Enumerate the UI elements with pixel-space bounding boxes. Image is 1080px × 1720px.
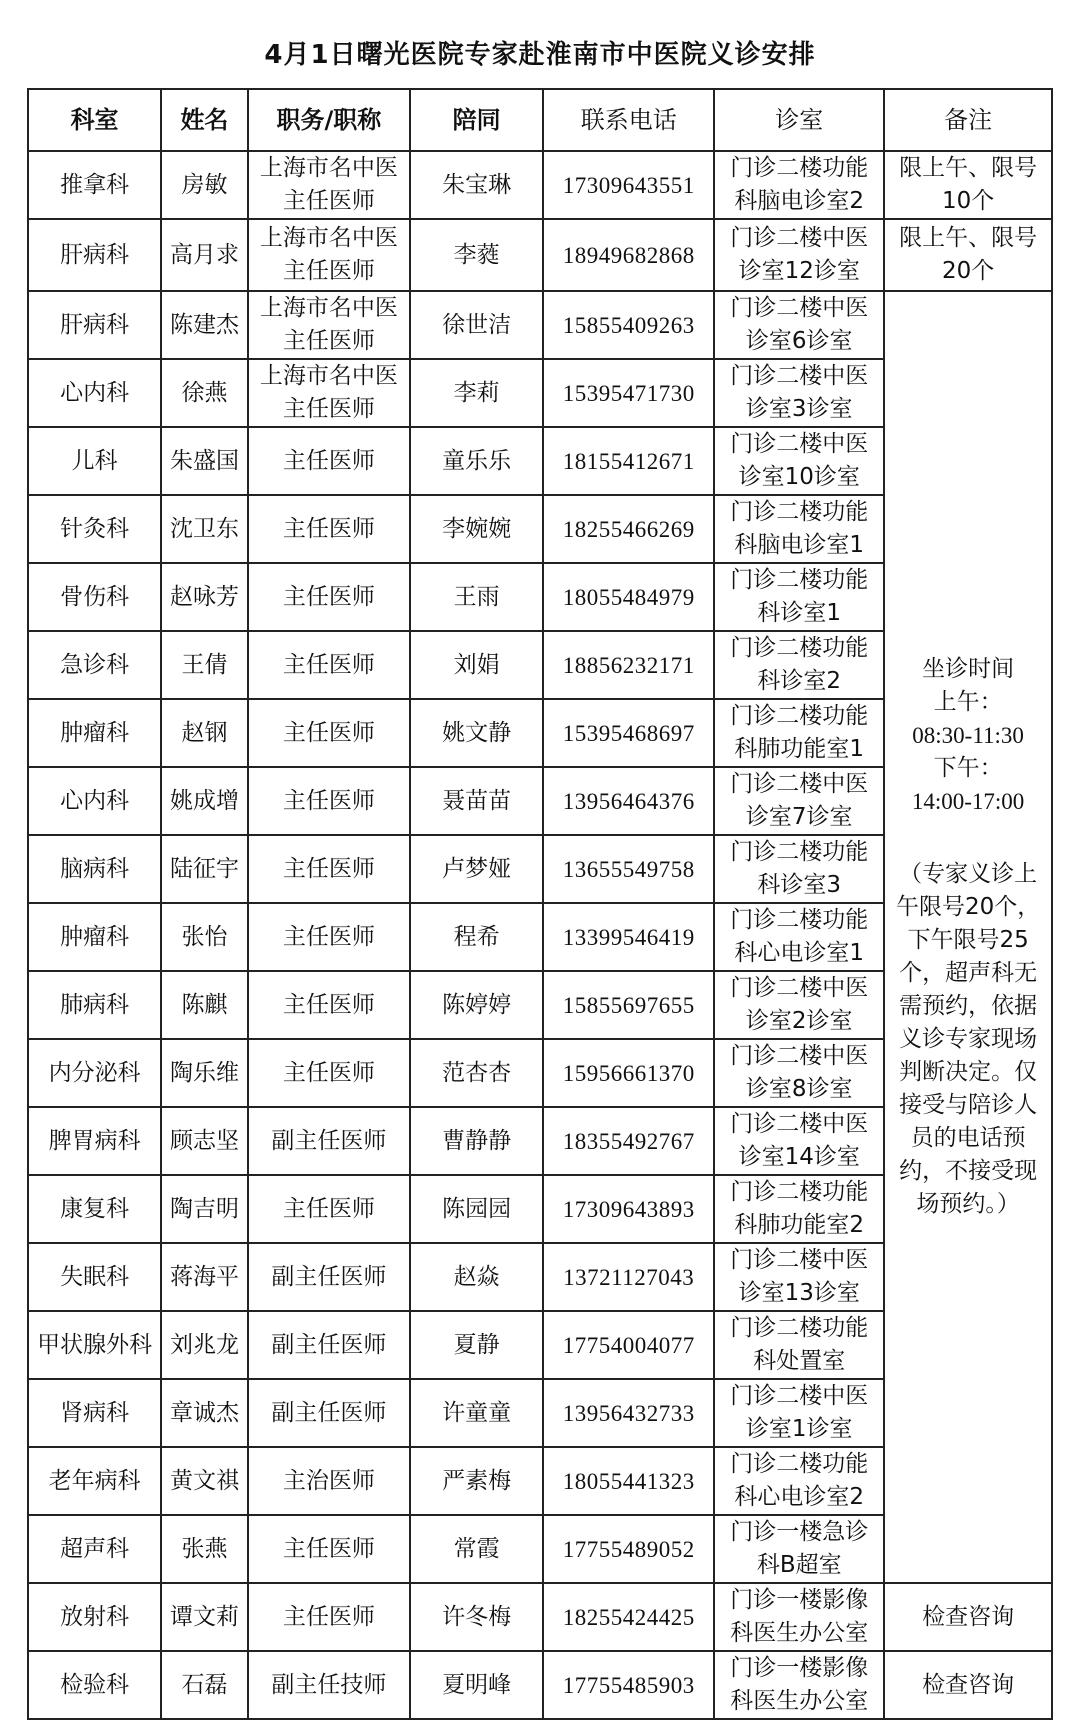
escort-cell: 常霞 (410, 1515, 543, 1583)
room-cell-line: 门诊一楼影像 (730, 1587, 869, 1613)
room-cell-line: 诊室13诊室 (738, 1280, 860, 1306)
title-cell (248, 631, 410, 699)
room-cell-line: 诊室2诊室 (745, 1008, 853, 1034)
escort-cell: 范杏杏 (410, 1039, 543, 1107)
escort-cell: 陈婷婷 (410, 971, 543, 1039)
dept-cell: 超声科 (28, 1515, 161, 1583)
room-cell-line: 诊室12诊室 (738, 258, 860, 284)
title-cell (248, 903, 410, 971)
title-cell-line: 主任医师 (282, 515, 375, 542)
note-time-line4: 下午： (933, 755, 1003, 781)
header-note: 备注 (884, 89, 1052, 151)
escort-cell: 李莉 (410, 359, 543, 427)
room-cell-line: 门诊二楼功能 (730, 635, 869, 661)
room-cell-line: 门诊一楼急诊 (730, 1519, 869, 1545)
room-cell (714, 767, 884, 835)
dept-cell: 心内科 (28, 359, 161, 427)
room-cell-line: 门诊一楼影像 (730, 1655, 869, 1681)
escort-cell: 许童童 (410, 1379, 543, 1447)
phone-cell: 18856232171 (543, 631, 714, 699)
escort-cell: 刘娟 (410, 631, 543, 699)
name-cell: 陆征宇 (161, 835, 248, 903)
room-cell-line: 诊室6诊室 (745, 328, 853, 354)
header-phone: 联系电话 (543, 89, 714, 151)
room-cell-line: 科肺功能室1 (734, 736, 865, 762)
room-cell-line: 科肺功能室2 (734, 1212, 865, 1238)
title-cell (248, 1515, 410, 1583)
name-cell: 蒋海平 (161, 1243, 248, 1311)
title-cell-line: 主任医师 (282, 787, 375, 814)
note-detail-line: 员的电话预 (910, 1125, 1026, 1151)
phone-cell: 13956464376 (543, 767, 714, 835)
phone-cell: 15855409263 (543, 291, 714, 359)
name-cell: 张怡 (161, 903, 248, 971)
name-cell: 陈麒 (161, 971, 248, 1039)
title-cell (248, 1311, 410, 1379)
room-cell-line: 诊室1诊室 (745, 1416, 853, 1442)
note-cell-line: 限上午、限号 (899, 155, 1038, 181)
note-detail-line: 约，不接受现 (899, 1158, 1038, 1184)
note-detail-line: （专家义诊上 (899, 861, 1038, 887)
title-cell-line: 上海市名中医 (259, 155, 398, 181)
phone-cell: 18055484979 (543, 563, 714, 631)
title-cell-line: 主任医师 (282, 396, 375, 422)
name-cell: 陶乐维 (161, 1039, 248, 1107)
escort-cell: 聂苗苗 (410, 767, 543, 835)
room-cell (714, 699, 884, 767)
room-cell-line: 科心电诊室2 (734, 1484, 865, 1510)
room-cell-line: 门诊二楼功能 (730, 839, 869, 865)
note-detail-line: 个，超声科无 (899, 960, 1038, 986)
title-cell (248, 291, 410, 359)
room-cell-line: 门诊二楼中医 (730, 363, 869, 389)
escort-cell: 夏静 (410, 1311, 543, 1379)
note-cell (884, 219, 1052, 291)
room-cell-line: 门诊二楼中医 (730, 975, 869, 1001)
name-cell: 王倩 (161, 631, 248, 699)
room-cell-line: 门诊二楼中医 (730, 225, 869, 251)
schedule-table (27, 88, 1053, 1720)
title-cell (248, 359, 410, 427)
title-cell (248, 699, 410, 767)
title-cell-line: 主任医师 (282, 1535, 375, 1562)
phone-cell: 15956661370 (543, 1039, 714, 1107)
name-cell: 石磊 (161, 1651, 248, 1719)
name-cell: 顾志坚 (161, 1107, 248, 1175)
title-cell-line: 主任医师 (282, 1603, 375, 1630)
room-cell-line: 诊室14诊室 (738, 1144, 860, 1170)
phone-cell: 17754004077 (543, 1311, 714, 1379)
room-cell (714, 1311, 884, 1379)
table-row (28, 291, 1052, 359)
dept-cell: 心内科 (28, 767, 161, 835)
name-cell: 章诚杰 (161, 1379, 248, 1447)
room-cell-line: 科心电诊室1 (734, 940, 865, 966)
room-cell-line: 诊室10诊室 (738, 464, 860, 490)
header-escort: 陪同 (410, 89, 543, 151)
title-cell-line: 主任医师 (282, 1195, 375, 1222)
header-room: 诊室 (714, 89, 884, 151)
room-cell-line: 诊室8诊室 (745, 1076, 853, 1102)
name-cell: 高月求 (161, 219, 248, 291)
dept-cell: 肝病科 (28, 291, 161, 359)
phone-cell: 18355492767 (543, 1107, 714, 1175)
dept-cell: 放射科 (28, 1583, 161, 1651)
dept-cell: 老年病科 (28, 1447, 161, 1515)
phone-cell: 13721127043 (543, 1243, 714, 1311)
phone-cell: 17309643893 (543, 1175, 714, 1243)
room-cell (714, 631, 884, 699)
room-cell-line: 科诊室2 (757, 668, 842, 694)
title-cell-line: 主任医师 (282, 991, 375, 1018)
note-detail-line: 下午限号25 (907, 927, 1029, 953)
room-cell-line: 门诊二楼中医 (730, 295, 869, 321)
room-cell-line: 门诊二楼功能 (730, 1315, 869, 1341)
phone-cell: 18949682868 (543, 219, 714, 291)
title-cell (248, 767, 410, 835)
title-cell-line: 主任医师 (282, 328, 375, 354)
room-cell-line: 科B超室 (756, 1552, 842, 1578)
note-time-line2: 上午： (933, 689, 1003, 715)
room-cell (714, 1583, 884, 1651)
phone-cell: 15855697655 (543, 971, 714, 1039)
table-header-row (28, 89, 1052, 151)
phone-cell: 18255424425 (543, 1583, 714, 1651)
note-time-line3: 08:30-11:30 (912, 723, 1024, 748)
room-cell-line: 科处置室 (753, 1348, 846, 1374)
name-cell: 陶吉明 (161, 1175, 248, 1243)
room-cell (714, 151, 884, 219)
room-cell-line: 诊室7诊室 (745, 804, 853, 830)
escort-cell: 许冬梅 (410, 1583, 543, 1651)
room-cell-line: 门诊二楼中医 (730, 771, 869, 797)
title-cell (248, 1379, 410, 1447)
title-cell-line: 副主任医师 (271, 1399, 387, 1426)
title-cell-line: 副主任医师 (271, 1331, 387, 1358)
name-cell: 赵钢 (161, 699, 248, 767)
header-dept: 科室 (28, 89, 161, 151)
name-cell: 房敏 (161, 151, 248, 219)
note-time-line1: 坐诊时间 (922, 656, 1015, 682)
title-cell-line: 上海市名中医 (259, 295, 398, 321)
dept-cell: 检验科 (28, 1651, 161, 1719)
escort-cell: 朱宝琳 (410, 151, 543, 219)
phone-cell: 17309643551 (543, 151, 714, 219)
room-cell (714, 1379, 884, 1447)
room-cell-line: 诊室3诊室 (745, 396, 853, 422)
title-cell-line: 主任医师 (282, 583, 375, 610)
note-cell-line: 20个 (941, 258, 995, 284)
title-cell-line: 主任医师 (282, 1059, 375, 1086)
dept-cell: 内分泌科 (28, 1039, 161, 1107)
title-cell-line: 主任医师 (282, 188, 375, 214)
title-cell-line: 副主任医师 (271, 1127, 387, 1154)
escort-cell: 李蕤 (410, 219, 543, 291)
table-row (28, 1583, 1052, 1651)
room-cell (714, 1107, 884, 1175)
room-cell-line: 门诊二楼功能 (730, 567, 869, 593)
title-cell (248, 1039, 410, 1107)
phone-cell: 18055441323 (543, 1447, 714, 1515)
name-cell: 谭文莉 (161, 1583, 248, 1651)
escort-cell: 曹静静 (410, 1107, 543, 1175)
escort-cell: 严素梅 (410, 1447, 543, 1515)
note-cell: 检查咨询 (884, 1651, 1052, 1719)
escort-cell: 夏明峰 (410, 1651, 543, 1719)
note-cell (884, 151, 1052, 219)
title-cell-line: 上海市名中医 (259, 225, 398, 251)
phone-cell: 13655549758 (543, 835, 714, 903)
title-cell (248, 219, 410, 291)
escort-cell: 程希 (410, 903, 543, 971)
table-row (28, 1651, 1052, 1719)
dept-cell: 肝病科 (28, 219, 161, 291)
room-cell (714, 563, 884, 631)
phone-cell: 15395468697 (543, 699, 714, 767)
phone-cell: 13399546419 (543, 903, 714, 971)
phone-cell: 13956432733 (543, 1379, 714, 1447)
title-cell (248, 971, 410, 1039)
phone-cell: 15395471730 (543, 359, 714, 427)
table-row (28, 219, 1052, 291)
note-detail-line: 场预约。） (916, 1191, 1020, 1217)
phone-cell: 17755489052 (543, 1515, 714, 1583)
dept-cell: 康复科 (28, 1175, 161, 1243)
note-detail-line: 接受与陪诊人 (899, 1092, 1038, 1118)
name-cell: 徐燕 (161, 359, 248, 427)
escort-cell: 姚文静 (410, 699, 543, 767)
dept-cell: 脾胃病科 (28, 1107, 161, 1175)
note-cell-line: 限上午、限号 (899, 225, 1038, 251)
title-cell (248, 1651, 410, 1719)
dept-cell: 急诊科 (28, 631, 161, 699)
room-cell-line: 门诊二楼功能 (730, 907, 869, 933)
dept-cell: 骨伤科 (28, 563, 161, 631)
title-cell (248, 1175, 410, 1243)
title-cell-line: 主任医师 (282, 855, 375, 882)
note-spacer (889, 818, 1047, 858)
room-cell-line: 门诊二楼中医 (730, 1247, 869, 1273)
room-cell (714, 971, 884, 1039)
note-detail-line: 需预约，依据 (899, 993, 1038, 1019)
escort-cell: 徐世洁 (410, 291, 543, 359)
phone-cell: 18155412671 (543, 427, 714, 495)
escort-cell: 李婉婉 (410, 495, 543, 563)
dept-cell: 肾病科 (28, 1379, 161, 1447)
title-cell (248, 835, 410, 903)
room-cell (714, 1039, 884, 1107)
name-cell: 张燕 (161, 1515, 248, 1583)
title-cell (248, 563, 410, 631)
room-cell-line: 门诊二楼中医 (730, 431, 869, 457)
room-cell-line: 科诊室3 (757, 872, 842, 898)
room-cell-line: 门诊二楼功能 (730, 703, 869, 729)
title-cell (248, 1107, 410, 1175)
title-cell-line: 副主任医师 (271, 1263, 387, 1290)
room-cell-line: 科脑电诊室2 (734, 188, 865, 214)
title-cell (248, 1243, 410, 1311)
header-name: 姓名 (161, 89, 248, 151)
note-detail-line: 判断决定。仅 (899, 1059, 1038, 1085)
room-cell-line: 门诊二楼功能 (730, 499, 869, 525)
title-cell-line: 上海市名中医 (259, 363, 398, 389)
name-cell: 沈卫东 (161, 495, 248, 563)
room-cell-line: 门诊二楼中医 (730, 1111, 869, 1137)
dept-cell: 肺病科 (28, 971, 161, 1039)
escort-cell: 赵焱 (410, 1243, 543, 1311)
dept-cell: 肿瘤科 (28, 699, 161, 767)
room-cell (714, 1651, 884, 1719)
room-cell-line: 门诊二楼功能 (730, 1451, 869, 1477)
title-cell (248, 1447, 410, 1515)
room-cell-line: 门诊二楼功能 (730, 155, 869, 181)
room-cell (714, 1447, 884, 1515)
title-cell-line: 主任医师 (282, 719, 375, 746)
note-time-line5: 14:00-17:00 (911, 789, 1025, 814)
name-cell: 刘兆龙 (161, 1311, 248, 1379)
header-title: 职务/职称 (248, 89, 410, 151)
dept-cell: 儿科 (28, 427, 161, 495)
room-cell-line: 门诊二楼功能 (730, 1179, 869, 1205)
name-cell: 朱盛国 (161, 427, 248, 495)
room-cell-line: 科诊室1 (757, 600, 842, 626)
title-cell (248, 427, 410, 495)
room-cell (714, 835, 884, 903)
phone-cell: 18255466269 (543, 495, 714, 563)
room-cell (714, 1243, 884, 1311)
title-cell-line: 主任医师 (282, 447, 375, 474)
escort-cell: 童乐乐 (410, 427, 543, 495)
room-cell (714, 1515, 884, 1583)
room-cell (714, 1175, 884, 1243)
title-cell (248, 1583, 410, 1651)
room-cell-line: 科脑电诊室1 (734, 532, 865, 558)
room-cell-line: 门诊二楼中医 (730, 1043, 869, 1069)
dept-cell: 脑病科 (28, 835, 161, 903)
title-cell-line: 主任医师 (282, 651, 375, 678)
room-cell (714, 903, 884, 971)
name-cell: 陈建杰 (161, 291, 248, 359)
room-cell-line: 科医生办公室 (730, 1620, 869, 1646)
title-cell (248, 151, 410, 219)
room-cell (714, 427, 884, 495)
merged-note-cell (884, 291, 1052, 1583)
title-cell-line: 副主任技师 (271, 1671, 387, 1698)
name-cell: 黄文祺 (161, 1447, 248, 1515)
note-detail-line: 午限号20个， (895, 894, 1041, 920)
dept-cell: 甲状腺外科 (28, 1311, 161, 1379)
escort-cell: 卢梦娅 (410, 835, 543, 903)
room-cell (714, 291, 884, 359)
room-cell (714, 495, 884, 563)
escort-cell: 陈园园 (410, 1175, 543, 1243)
room-cell (714, 359, 884, 427)
room-cell (714, 219, 884, 291)
dept-cell: 针灸科 (28, 495, 161, 563)
dept-cell: 肿瘤科 (28, 903, 161, 971)
title-cell-line: 主治医师 (282, 1467, 375, 1494)
escort-cell: 王雨 (410, 563, 543, 631)
dept-cell: 推拿科 (28, 151, 161, 219)
title-cell (248, 495, 410, 563)
dept-cell: 失眠科 (28, 1243, 161, 1311)
room-cell-line: 科医生办公室 (730, 1688, 869, 1714)
note-cell-line: 10个 (941, 188, 995, 214)
title-cell-line: 主任医师 (282, 923, 375, 950)
page-title: 4月1日曙光医院专家赴淮南市中医院义诊安排 (264, 40, 816, 70)
note-cell: 检查咨询 (884, 1583, 1052, 1651)
note-detail-line: 义诊专家现场 (899, 1026, 1038, 1052)
phone-cell: 17755485903 (543, 1651, 714, 1719)
name-cell: 赵咏芳 (161, 563, 248, 631)
title-cell-line: 主任医师 (282, 258, 375, 284)
room-cell-line: 门诊二楼中医 (730, 1383, 869, 1409)
table-row (28, 151, 1052, 219)
name-cell: 姚成增 (161, 767, 248, 835)
